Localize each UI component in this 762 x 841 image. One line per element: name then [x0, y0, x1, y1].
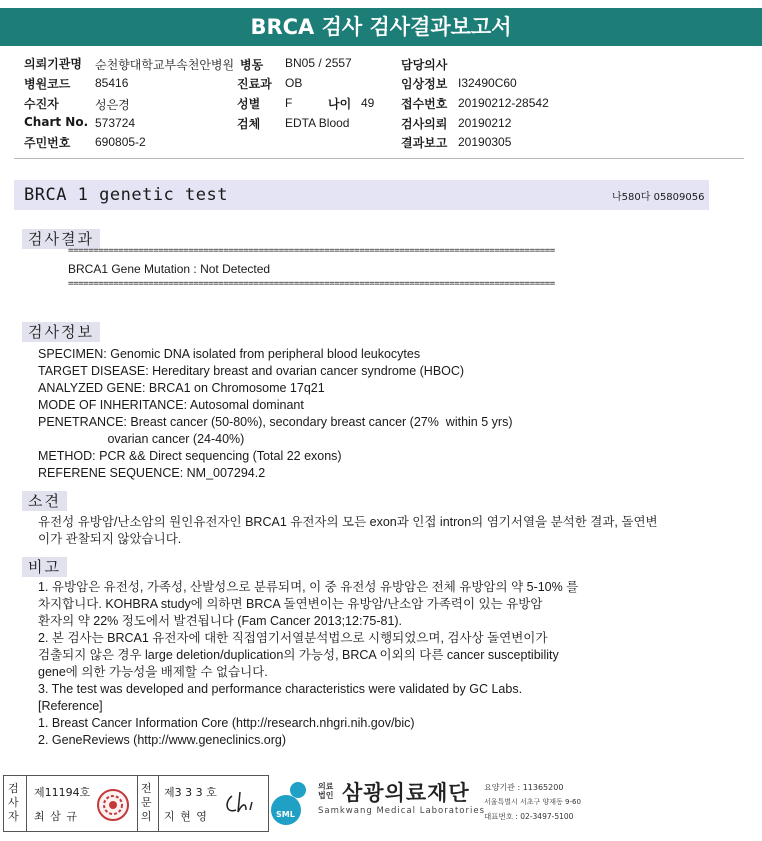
specimen-value: EDTA Blood — [285, 116, 350, 130]
test-name: BRCA 1 genetic test — [24, 185, 228, 205]
age-value: 49 — [361, 96, 375, 110]
remark-line: 1. Breast Cancer Information Core (http://research.nhgri.nih.gov/bic) — [38, 716, 415, 730]
remark-line: 2. GeneReviews (http://www.geneclinics.org) — [38, 733, 287, 747]
remarks-heading: 비고 — [22, 557, 67, 577]
tester-seal — [96, 788, 130, 825]
ward-value: BN05 / 2557 — [285, 56, 352, 70]
resident-label: 주민번호 — [24, 136, 71, 150]
remark-line: 검출되지 않은 경우 large deletion/duplication의 가능성, BRCA 이외의 다른 cancer susceptibility — [38, 648, 559, 662]
remark-line: 1. 유방암은 유전성, 가족성, 산발성으로 분류되며, 이 중 유전성 유방암은 전체 유방암의 약 5-10% 를 — [38, 580, 579, 594]
header-divider — [14, 158, 744, 159]
specialist-label: 전문의 — [141, 782, 152, 823]
opinion-heading: 소견 — [22, 491, 67, 511]
footer-divider — [26, 776, 27, 831]
info-line: METHOD: PCR && Direct sequencing (Total 22 exons) — [38, 449, 342, 463]
tester-name: 최 삼 규 — [34, 810, 78, 823]
info-line: ANALYZED GENE: BRCA1 on Chromosome 17q21 — [38, 381, 325, 395]
test-code: 나580다 05809056 — [612, 192, 705, 203]
opinion-block — [38, 514, 658, 548]
chart-value: 573724 — [95, 116, 136, 130]
dept-value: OB — [285, 76, 303, 90]
sex-label: 성별 — [237, 97, 261, 111]
tester-license: 제11194호 — [34, 786, 91, 799]
opinion-line: 이가 관찰되지 않았습니다. — [38, 532, 182, 546]
specialist-name: 지 현 영 — [164, 810, 208, 823]
footer-divider — [158, 776, 159, 831]
opinion-line: 유전성 유방암/난소암의 원인유전자인 BRCA1 유전자의 모든 exon과 인접 intron의 염기서열을 분석한 결과, 돌연변 — [38, 515, 658, 529]
info-line: ovarian cancer (24-40%) — [38, 432, 245, 446]
resident-value: 690805-2 — [95, 135, 146, 149]
sml-logo-text: SML — [276, 810, 295, 819]
result-rule-bottom: ================================================================================================= — [68, 279, 555, 289]
hospital-code-value: 85416 — [95, 76, 129, 90]
org-prefix: 의료법인 — [318, 782, 334, 800]
tester-label: 검사자 — [8, 782, 19, 823]
specimen-label: 검체 — [237, 117, 261, 131]
clinical-info-label: 임상정보 — [401, 77, 448, 91]
report-date-value: 20190305 — [458, 135, 512, 149]
signature-box — [3, 775, 269, 832]
remark-line: 차지합니다. KOHBRA study에 의하면 BRCA 돌연변이는 유방암/난소암 가족력이 있는 유방암 — [38, 597, 543, 611]
clinical-info-value: I32490C60 — [458, 76, 517, 90]
institution-value: 순천향대학교부속천안병원 — [95, 58, 235, 72]
sex-value: F — [285, 96, 293, 110]
remark-line: gene에 의한 가능성을 배제할 수 없습니다. — [38, 665, 268, 679]
sml-logo-icon — [270, 780, 314, 830]
remark-line: 3. The test was developed and performance characteristics were validated by GC Labs. — [38, 682, 523, 696]
remarks-block — [38, 579, 578, 749]
result-heading: 검사결과 — [22, 229, 100, 249]
chart-label: Chart No. — [24, 115, 89, 129]
dept-label: 진료과 — [237, 77, 272, 91]
patient-value: 성은경 — [95, 98, 130, 112]
org-address: 서울특별시 서초구 양재동 9-60 — [484, 798, 581, 806]
info-line: REFERENE SEQUENCE: NM_007294.2 — [38, 466, 266, 480]
request-label: 검사의뢰 — [401, 117, 448, 131]
doctor-label: 담당의사 — [401, 58, 448, 72]
info-line: MODE OF INHERITANCE: Autosomal dominant — [38, 398, 304, 412]
footer-divider — [137, 776, 138, 831]
remark-line: [Reference] — [38, 699, 103, 713]
patient-label: 수진자 — [24, 97, 59, 111]
org-license: 요양기관 : 11365200 — [484, 783, 564, 792]
info-line: SPECIMEN: Genomic DNA isolated from peripheral blood leukocytes — [38, 347, 421, 361]
report-date-label: 결과보고 — [401, 136, 448, 150]
info-line: TARGET DISEASE: Hereditary breast and ovarian cancer syndrome (HBOC) — [38, 364, 465, 378]
specialist-signature — [222, 788, 262, 823]
ward-label: 병동 — [240, 58, 264, 72]
result-rule-top: ================================================================================================= — [68, 246, 555, 256]
org-english-name: Samkwang Medical Laboratories — [318, 806, 486, 816]
hospital-code-label: 병원코드 — [24, 77, 71, 91]
org-phone: 대표번호 : 02-3497-5100 — [484, 812, 574, 821]
info-heading: 검사정보 — [22, 322, 100, 342]
info-block — [38, 346, 512, 482]
specialist-license: 제3 3 3 호 — [164, 786, 217, 799]
remark-line: 환자의 약 22% 정도에서 발견됩니다 (Fam Cancer 2013;12:75-81). — [38, 614, 403, 628]
receipt-value: 20190212-28542 — [458, 96, 549, 110]
institution-label: 의뢰기관명 — [24, 57, 82, 71]
receipt-label: 접수번호 — [401, 97, 448, 111]
info-line: PENETRANCE: Breast cancer (50-80%), secondary breast cancer (27% within 5 yrs) — [38, 415, 513, 429]
age-label: 나이 — [328, 97, 352, 111]
request-value: 20190212 — [458, 116, 512, 130]
mutation-result: BRCA1 Gene Mutation : Not Detected — [68, 262, 271, 276]
remark-line: 2. 본 검사는 BRCA1 유전자에 대한 직접염기서열분석법으로 시행되었으며, 검사상 돌연변이가 — [38, 631, 548, 645]
report-title: BRCA 검사 검사결과보고서 — [0, 8, 762, 46]
org-name: 삼광의료재단 — [342, 781, 470, 805]
